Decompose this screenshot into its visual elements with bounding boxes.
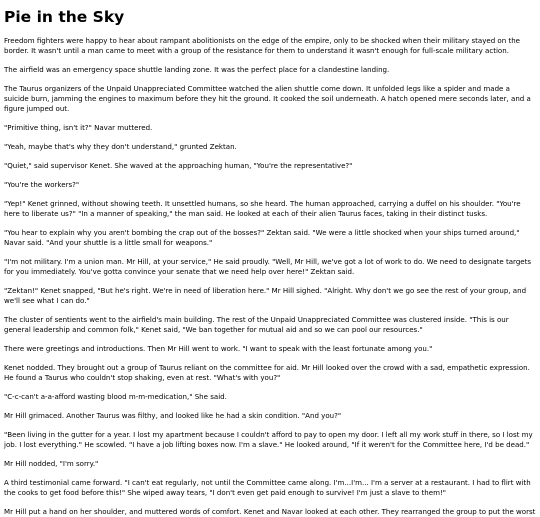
- paragraph: A third testimonial came forward. "I can't eat regularly, not until the Committee came along. I'm...I'm... I'm a server at a restaurant. I had to flirt with the cooks to get food before this!" She wiped away tears, "I don't even get paid enough to survive! I'm just a slave to them!": [4, 478, 531, 497]
- paragraph: The Taurus organizers of the Unpaid Unappreciated Committee watched the alien shuttle come down. It unfolded legs like a spider and made a suicide burn, jamming the engines to maximum before they hit the ground. It cooked the soil underneath. A hatch opened mere seconds later, and a figure jumped out.: [4, 84, 531, 113]
- paragraph: "Quiet," said supervisor Kenet. She waved at the approaching human, "You're the representative?": [4, 161, 353, 170]
- paragraph: "I'm not military. I'm a union man. Mr Hill, at your service," He said proudly. "Well, Mr Hill, we've got a lot of work to do. We need to designate targets for you immediately. You've gotta convince your senate that we need help over here!" Zektan said.: [4, 257, 532, 276]
- paragraph: Mr Hill nodded, "I'm sorry.": [4, 459, 99, 468]
- paragraph: Mr Hill grimaced. Another Taurus was filthy, and looked like he had a skin condition. "And you?": [4, 411, 342, 420]
- paragraph: "Primitive thing, isn't it?" Navar muttered.: [4, 123, 153, 132]
- paragraph: The cluster of sentients went to the airfield's main building. The rest of the Unpaid Unappreciated Committee was clustered inside. "This is our general leadership and common folk," Kenet said, "We ban together for mutual aid and so we can pool our resources.": [4, 315, 509, 334]
- paragraph: Mr Hill put a hand on her shoulder, and muttered words of comfort. Kenet and Navar looked at each other. They rearranged the group to put the worst: [4, 507, 536, 516]
- paragraph: "Been living in the gutter for a year. I lost my apartment because I couldn't afford to pay to open my door. I left all my work stuff in there, so I lost my job. I lost everything." He scowled. "I have a job lifting boxes now. I'm a slave." He looked around, "If it weren't for the Committee here, I'd be dead.": [4, 430, 533, 449]
- paragraph: The airfield was an emergency space shuttle landing zone. It was the perfect place for a clandestine landing.: [4, 65, 390, 74]
- paragraph: There were greetings and introductions. Then Mr Hill went to work. "I want to speak with the least fortunate among you.": [4, 344, 433, 353]
- paragraph: "Zektan!" Kenet snapped, "But he's right. We're in need of liberation here." Mr Hill sighed. "Alright. Why don't we go see the rest of your group, and we'll see what I can do.": [4, 286, 527, 305]
- paragraph: "C-c-can't a-a-afford wasting blood m-m-medication," She said.: [4, 392, 227, 401]
- paragraph: "You hear to explain why you aren't bombing the crap out of the bosses?" Zektan said. "We were a little shocked when your ships turned around," Navar said. "And your shuttle is a little small for weapons.": [4, 228, 520, 247]
- story-title: Pie in the Sky: [4, 8, 125, 26]
- paragraph: Freedom fighters were happy to hear about rampant abolitionists on the edge of the empire, only to be shocked when their military stayed on the border. It wasn't until a man came to meet with a group of the resistance for them to understand it wasn't enough for full-scale military action.: [4, 36, 521, 55]
- paragraph: "Yeah, maybe that's why they don't understand," grunted Zektan.: [4, 142, 237, 151]
- paragraph: Kenet nodded. They brought out a group of Taurus reliant on the committee for aid. Mr Hill looked over the crowd with a sad, empathetic expression. He found a Taurus who couldn't stop shaking, even at rest. "What's with you?": [4, 363, 530, 382]
- paragraph: "You're the workers?": [4, 180, 80, 189]
- paragraph: "Yep!" Kenet grinned, without showing teeth. It unsettled humans, so she heard. The human approached, carrying a duffel on his shoulder. "You're here to liberate us?" "In a manner of speaking," the man said. He looked at each of their alien Taurus faces, taking in their distinct tusks.: [4, 199, 521, 218]
